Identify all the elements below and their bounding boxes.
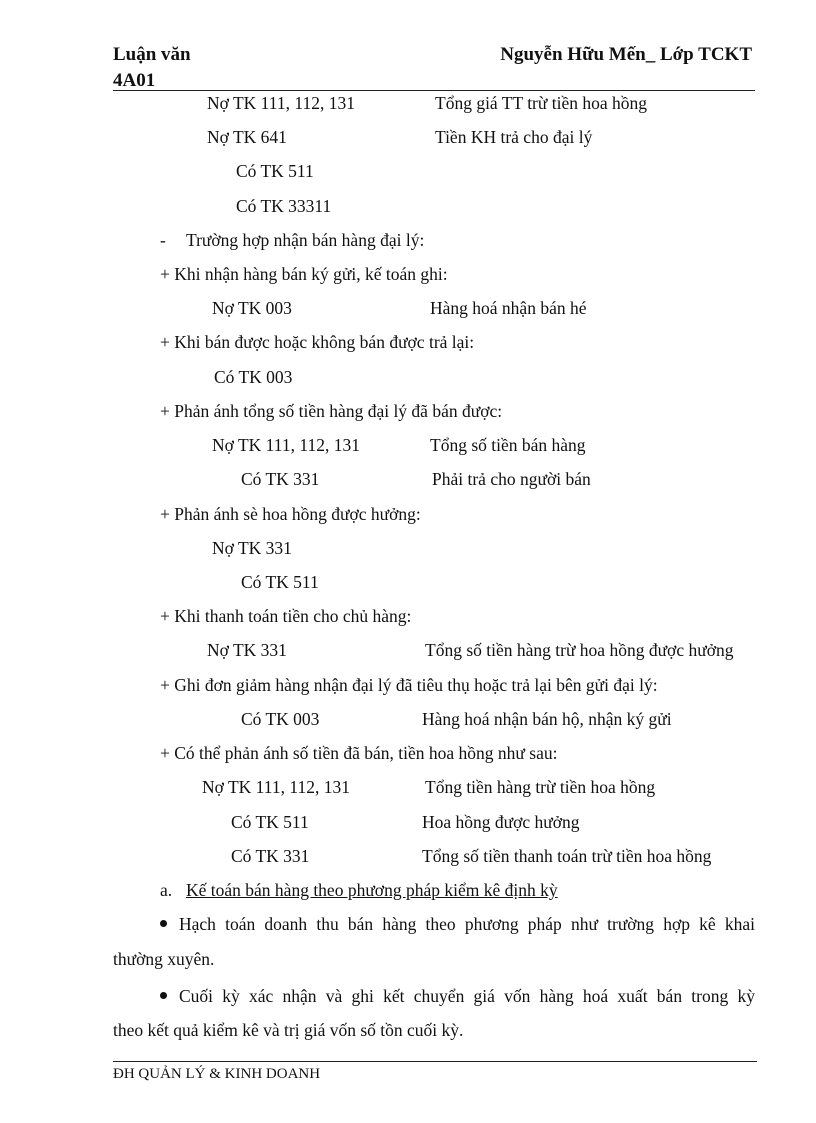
plus-item: + Khi thanh toán tiền cho chủ hàng: bbox=[160, 606, 412, 626]
entry-credit: Có TK 511 bbox=[236, 161, 314, 181]
entry-credit: Có TK 003 bbox=[241, 709, 320, 729]
entry-desc: Phải trả cho người bán bbox=[432, 469, 591, 489]
entry-desc: Tổng số tiền thanh toán trừ tiền hoa hồng bbox=[422, 846, 712, 866]
bullet-paragraph bbox=[160, 913, 755, 935]
paragraph-continuation: thường xuyên. bbox=[113, 949, 215, 969]
entry-desc: Tổng số tiền hàng trừ hoa hồng được hưởng bbox=[425, 640, 734, 660]
plus-item: + Khi nhận hàng bán ký gửi, kế toán ghi: bbox=[160, 264, 448, 284]
entry-desc: Tổng tiền hàng trừ tiền hoa hồng bbox=[425, 777, 656, 797]
dash-item-text: Trường hợp nhận bán hàng đại lý: bbox=[186, 230, 425, 250]
header-left bbox=[113, 42, 191, 94]
entry-credit: Có TK 331 bbox=[241, 469, 320, 489]
entry-debit: Nợ TK 003 bbox=[212, 298, 292, 318]
section-heading-text: Kế toán bán hàng theo phương pháp kiểm kê định kỳ bbox=[186, 880, 558, 900]
bullet-paragraph bbox=[160, 985, 755, 1007]
entry-credit: Có TK 331 bbox=[231, 846, 310, 866]
header-class-code: 4A01 bbox=[113, 70, 156, 91]
entry-debit: Nợ TK 111, 112, 131 bbox=[202, 777, 350, 797]
plus-item: + Có thể phản ánh số tiền đã bán, tiền hoa hồng như sau: bbox=[160, 743, 558, 763]
entry-debit: Nợ TK 331 bbox=[212, 538, 292, 558]
header-author: Nguyễn Hữu Mến_ Lớp TCKT bbox=[500, 44, 752, 65]
section-heading bbox=[160, 879, 558, 901]
entry-debit: Nợ TK 111, 112, 131 bbox=[207, 93, 355, 113]
paragraph-continuation: theo kết quả kiểm kê và trị giá vốn số tồn cuối kỳ. bbox=[113, 1020, 464, 1040]
dash-item bbox=[160, 229, 424, 251]
header-rule bbox=[113, 90, 755, 91]
entry-debit: Nợ TK 331 bbox=[207, 640, 287, 660]
bullet-icon bbox=[160, 992, 167, 999]
entry-credit: Có TK 511 bbox=[241, 572, 319, 592]
entry-debit: Nợ TK 111, 112, 131 bbox=[212, 435, 360, 455]
entry-credit: Có TK 511 bbox=[231, 812, 309, 832]
plus-item: + Phản ánh tổng số tiền hàng đại lý đã bán được: bbox=[160, 401, 503, 421]
plus-item: + Ghi đơn giảm hàng nhận đại lý đã tiêu thụ hoặc trả lại bên gửi đại lý: bbox=[160, 675, 658, 695]
entry-desc: Hàng hoá nhận bán hộ, nhận ký gửi bbox=[422, 709, 672, 729]
section-heading-marker: a. bbox=[160, 880, 173, 900]
entry-desc: Tổng số tiền bán hàng bbox=[430, 435, 586, 455]
page-footer: ĐH QUẢN LÝ & KINH DOANH bbox=[113, 1066, 321, 1082]
entry-desc: Hoa hồng được hưởng bbox=[422, 812, 580, 832]
dash-marker: - bbox=[160, 230, 166, 250]
bullet-icon bbox=[160, 920, 167, 927]
entry-credit: Có TK 003 bbox=[214, 367, 293, 387]
entry-credit: Có TK 33311 bbox=[236, 196, 332, 216]
plus-item: + Khi bán được hoặc không bán được trả lại: bbox=[160, 332, 475, 352]
header-thesis-label: Luận văn bbox=[113, 44, 191, 65]
entry-desc: Tổng giá TT trừ tiền hoa hồng bbox=[435, 93, 647, 113]
paragraph-text: Hạch toán doanh thu bán hàng theo phương pháp như trường hợp kê khai bbox=[179, 914, 755, 934]
footer-rule bbox=[113, 1061, 757, 1062]
plus-item: + Phản ánh sè hoa hồng được hưởng: bbox=[160, 504, 421, 524]
paragraph-text: Cuối kỳ xác nhận và ghi kết chuyển giá vốn hàng hoá xuất bán trong kỳ bbox=[179, 986, 755, 1006]
entry-debit: Nợ TK 641 bbox=[207, 127, 287, 147]
entry-desc: Hàng hoá nhận bán hé bbox=[430, 298, 587, 318]
entry-desc: Tiền KH trả cho đại lý bbox=[435, 127, 593, 147]
